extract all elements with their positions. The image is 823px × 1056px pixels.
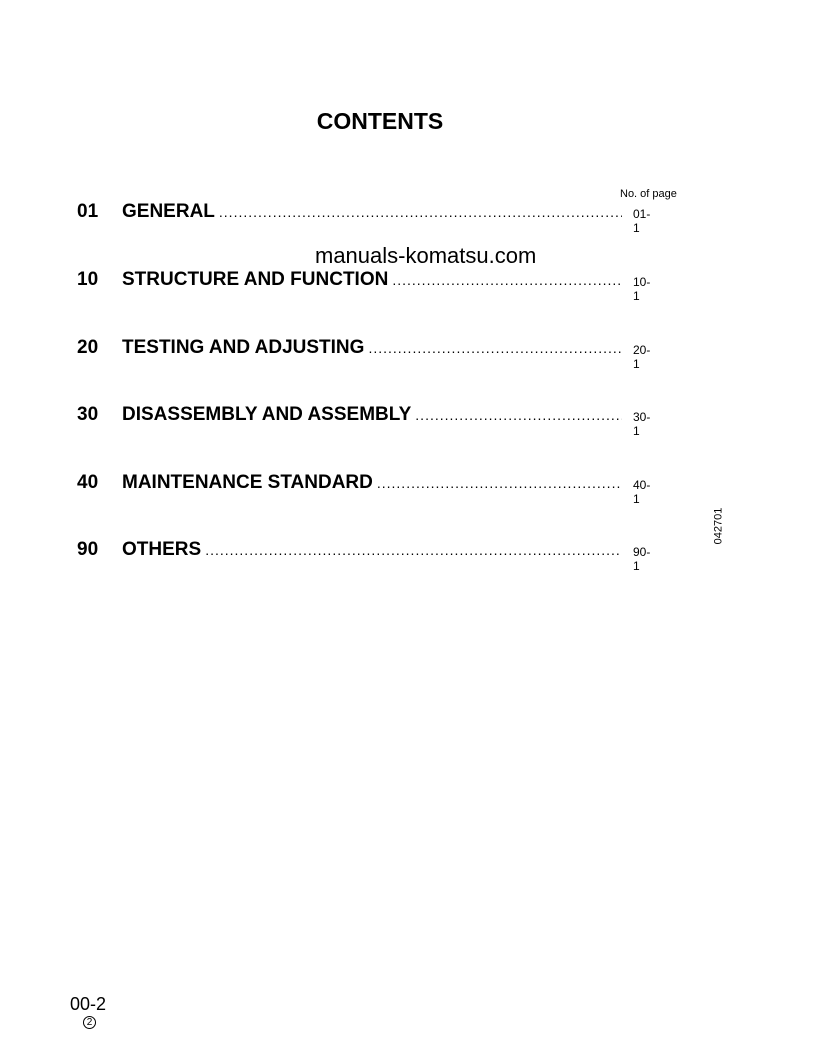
toc-entry[interactable] [77, 269, 651, 303]
entry-page: 20-1 [633, 343, 651, 371]
leader-dots [219, 204, 622, 220]
no-of-page-label: No. of page [620, 188, 677, 200]
revision-mark: 2 [83, 1016, 96, 1029]
leader-dots [377, 475, 622, 491]
toc-entry[interactable] [77, 337, 651, 371]
entry-page: 30-1 [633, 410, 651, 438]
footer-page-number: 00-2 [70, 994, 107, 1014]
entry-title: TESTING AND ADJUSTING [122, 337, 365, 358]
leader-dots [415, 407, 622, 423]
entry-title: STRUCTURE AND FUNCTION [122, 269, 389, 290]
entry-number: 30 [77, 404, 99, 425]
entry-number: 01 [77, 201, 99, 222]
leader-dots [368, 340, 622, 356]
entry-number: 20 [77, 337, 99, 358]
entry-page: 10-1 [633, 275, 651, 303]
entry-title: MAINTENANCE STANDARD [122, 472, 373, 493]
entry-page: 01-1 [633, 207, 651, 235]
page-title: CONTENTS [316, 108, 444, 134]
entry-page: 40-1 [633, 478, 651, 506]
toc-entry[interactable] [77, 539, 651, 573]
entry-number: 10 [77, 269, 99, 290]
entry-title: DISASSEMBLY AND ASSEMBLY [122, 404, 412, 425]
entry-title: OTHERS [122, 539, 202, 560]
leader-dots [392, 272, 622, 288]
entry-number: 40 [77, 472, 99, 493]
entry-number: 90 [77, 539, 99, 560]
side-code: 042701 [712, 507, 725, 545]
watermark: manuals-komatsu.com [315, 243, 537, 268]
leader-dots [205, 542, 622, 558]
entry-page: 90-1 [633, 545, 651, 573]
toc-entry[interactable] [77, 472, 651, 506]
toc-entry[interactable] [77, 404, 651, 438]
entry-title: GENERAL [122, 201, 215, 222]
toc-entry[interactable] [77, 201, 651, 235]
